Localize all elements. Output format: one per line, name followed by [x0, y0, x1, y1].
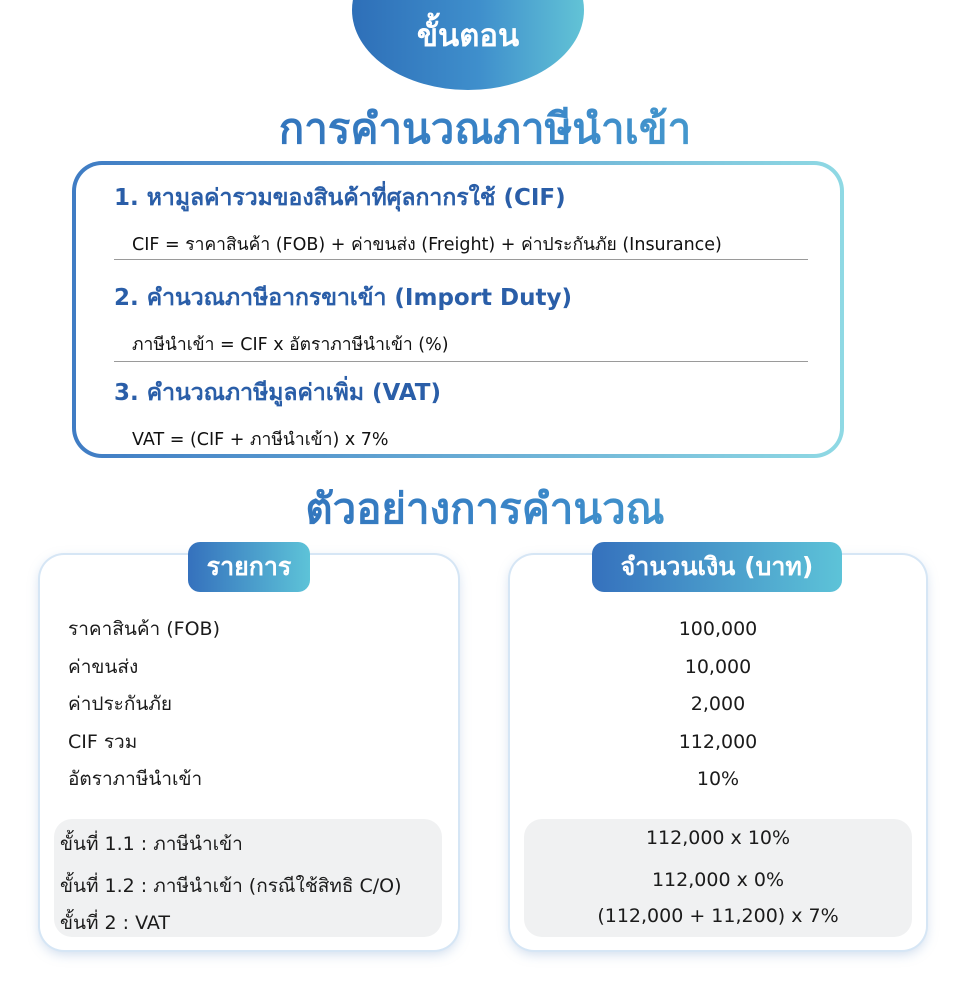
list-item: CIF รวม: [68, 730, 138, 753]
list-item: 100,000: [678, 618, 758, 640]
divider: [114, 361, 808, 362]
calc-value: (112,000 + 11,200) x 7%: [597, 905, 839, 927]
page-title: การคำนวณภาษีนำเข้า: [0, 96, 970, 162]
step-3: [114, 375, 441, 453]
list-item: 2,000: [690, 693, 746, 715]
step-1-title: 1. หามูลค่ารวมของสินค้าที่ศุลกากรใช้ (CIF): [114, 185, 566, 211]
step-2-title: 2. คำนวณภาษีอากรขาเข้า (Import Duty): [114, 285, 573, 311]
divider: [114, 259, 808, 260]
items-card: [40, 552, 458, 950]
steps-panel: [72, 161, 844, 458]
calc-value: 112,000 x 10%: [645, 827, 791, 849]
list-item: ค่าประกันภัย: [68, 693, 172, 715]
list-item: 10%: [696, 768, 740, 790]
steps-tab-label: ขั้นตอน: [416, 18, 520, 54]
list-item: 10,000: [684, 655, 752, 678]
amounts-card: [510, 552, 926, 950]
steps-tab: [352, 0, 584, 90]
step-3-formula: VAT = (CIF + ภาษีนำเข้า) x 7%: [132, 430, 389, 450]
calc-label: ขั้นที่ 2 : VAT: [60, 912, 171, 934]
step-1: [114, 180, 722, 258]
calc-value: 112,000 x 0%: [651, 869, 785, 891]
step-3-title: 3. คำนวณภาษีมูลค่าเพิ่ม (VAT): [114, 380, 441, 406]
list-item: ราคาสินค้า (FOB): [68, 618, 220, 640]
amounts-list: [510, 611, 926, 799]
items-header: รายการ: [188, 542, 310, 592]
list-item: ค่าขนส่ง: [68, 655, 139, 678]
items-list: [68, 611, 220, 799]
calc-label: ขั้นที่ 1.2 : ภาษีนำเข้า (กรณีใช้สิทธิ C/O): [60, 875, 402, 897]
step-2: [114, 280, 572, 358]
calc-values-panel: [524, 819, 912, 937]
step-2-formula: ภาษีนำเข้า = CIF x อัตราภาษีนำเข้า (%): [132, 335, 449, 355]
amounts-header: จำนวนเงิน (บาท): [592, 542, 842, 592]
list-item: 112,000: [678, 730, 758, 753]
list-item: อัตราภาษีนำเข้า: [68, 768, 203, 790]
calc-labels-panel: [54, 819, 442, 937]
example-title: ตัวอย่างการคำนวณ: [0, 476, 970, 542]
calc-label: ขั้นที่ 1.1 : ภาษีนำเข้า: [60, 833, 243, 855]
step-1-formula: CIF = ราคาสินค้า (FOB) + ค่าขนส่ง (Freight) + ค่าประกันภัย (Insurance): [132, 235, 722, 255]
